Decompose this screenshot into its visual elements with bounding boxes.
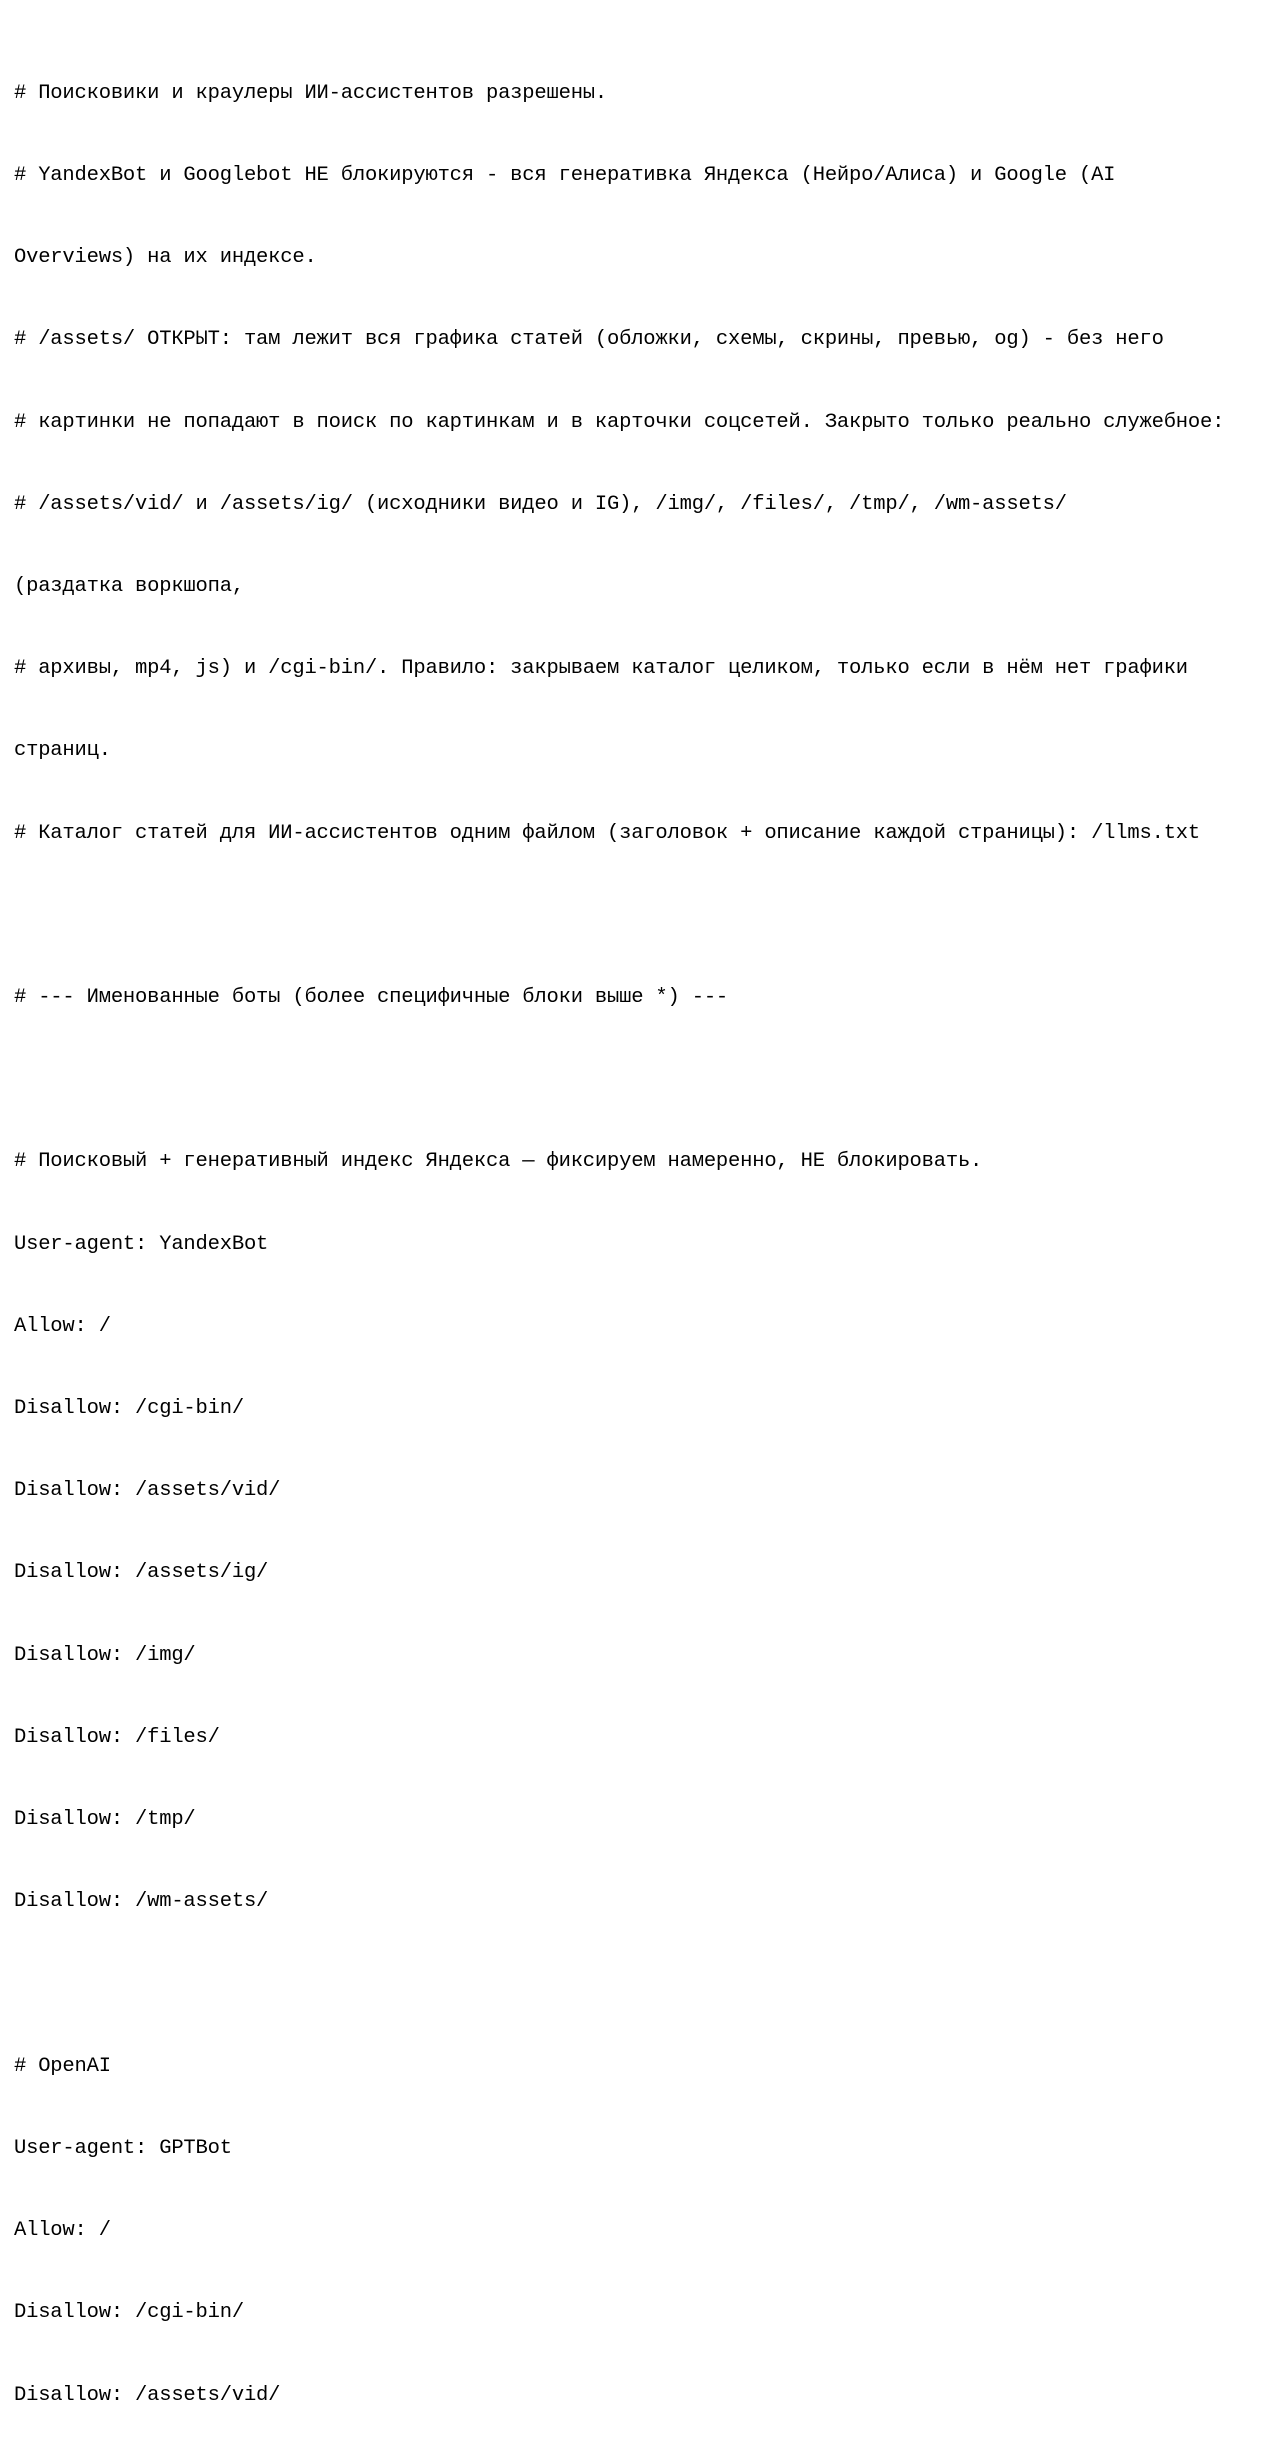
blank-line xyxy=(14,1970,1280,1997)
disallow-directive: Disallow: /assets/vid/ xyxy=(14,1479,281,1503)
disallow-directive: Disallow: /cgi-bin/ xyxy=(14,2301,244,2325)
blank-line xyxy=(14,902,1280,929)
comment-line: # картинки не попадают в поиск по картинкам и в карточки соцсетей. Закрыто только реально служебное: xyxy=(14,410,1225,434)
comment-line: # Каталог статей для ИИ-ассистентов одним файлом (заголовок + описание каждой страницы): /llms.txt xyxy=(14,821,1200,845)
disallow-directive: Disallow: /assets/vid/ xyxy=(14,2383,281,2407)
disallow-directive: Disallow: /img/ xyxy=(14,1643,196,1667)
comment-line: # Поисковики и краулеры ИИ-ассистентов разрешены. xyxy=(14,81,607,105)
user-agent-directive: User-agent: YandexBot xyxy=(14,1232,269,1256)
comment-line: # Поисковый + генеративный индекс Яндекса — фиксируем намеренно, НЕ блокировать. xyxy=(14,1150,983,1174)
comment-line: Overviews) на их индексе. xyxy=(14,246,317,270)
comment-line: # /assets/ ОТКРЫТ: там лежит вся графика статей (обложки, схемы, скрины, превью, og) - без него xyxy=(14,328,1164,352)
disallow-directive: Disallow: /wm-assets/ xyxy=(14,1890,269,1914)
user-agent-directive: User-agent: GPTBot xyxy=(14,2136,232,2160)
comment-line: # YandexBot и Googlebot НЕ блокируются - вся генеративка Яндекса (Нейро/Алиса) и Google (AI xyxy=(14,164,1116,188)
allow-directive: Allow: / xyxy=(14,2219,111,2243)
comment-line: # /assets/vid/ и /assets/ig/ (исходники видео и IG), /img/, /files/, /tmp/, /wm-assets/ xyxy=(14,492,1067,516)
blank-line xyxy=(14,1066,1280,1093)
comment-line: (раздатка воркшопа, xyxy=(14,575,244,599)
disallow-directive: Disallow: /assets/ig/ xyxy=(14,1561,269,1585)
disallow-directive: Disallow: /cgi-bin/ xyxy=(14,1397,244,1421)
comment-line: # архивы, mp4, js) и /cgi-bin/. Правило: закрываем каталог целиком, только если в нём нет графики xyxy=(14,657,1188,681)
comment-line: страниц. xyxy=(14,739,111,763)
disallow-directive: Disallow: /tmp/ xyxy=(14,1808,196,1832)
comment-line: # OpenAI xyxy=(14,2054,111,2078)
allow-directive: Allow: / xyxy=(14,1314,111,1338)
section-comment-line: # --- Именованные боты (более специфичные блоки выше *) --- xyxy=(14,986,729,1010)
disallow-directive: Disallow: /files/ xyxy=(14,1725,220,1749)
